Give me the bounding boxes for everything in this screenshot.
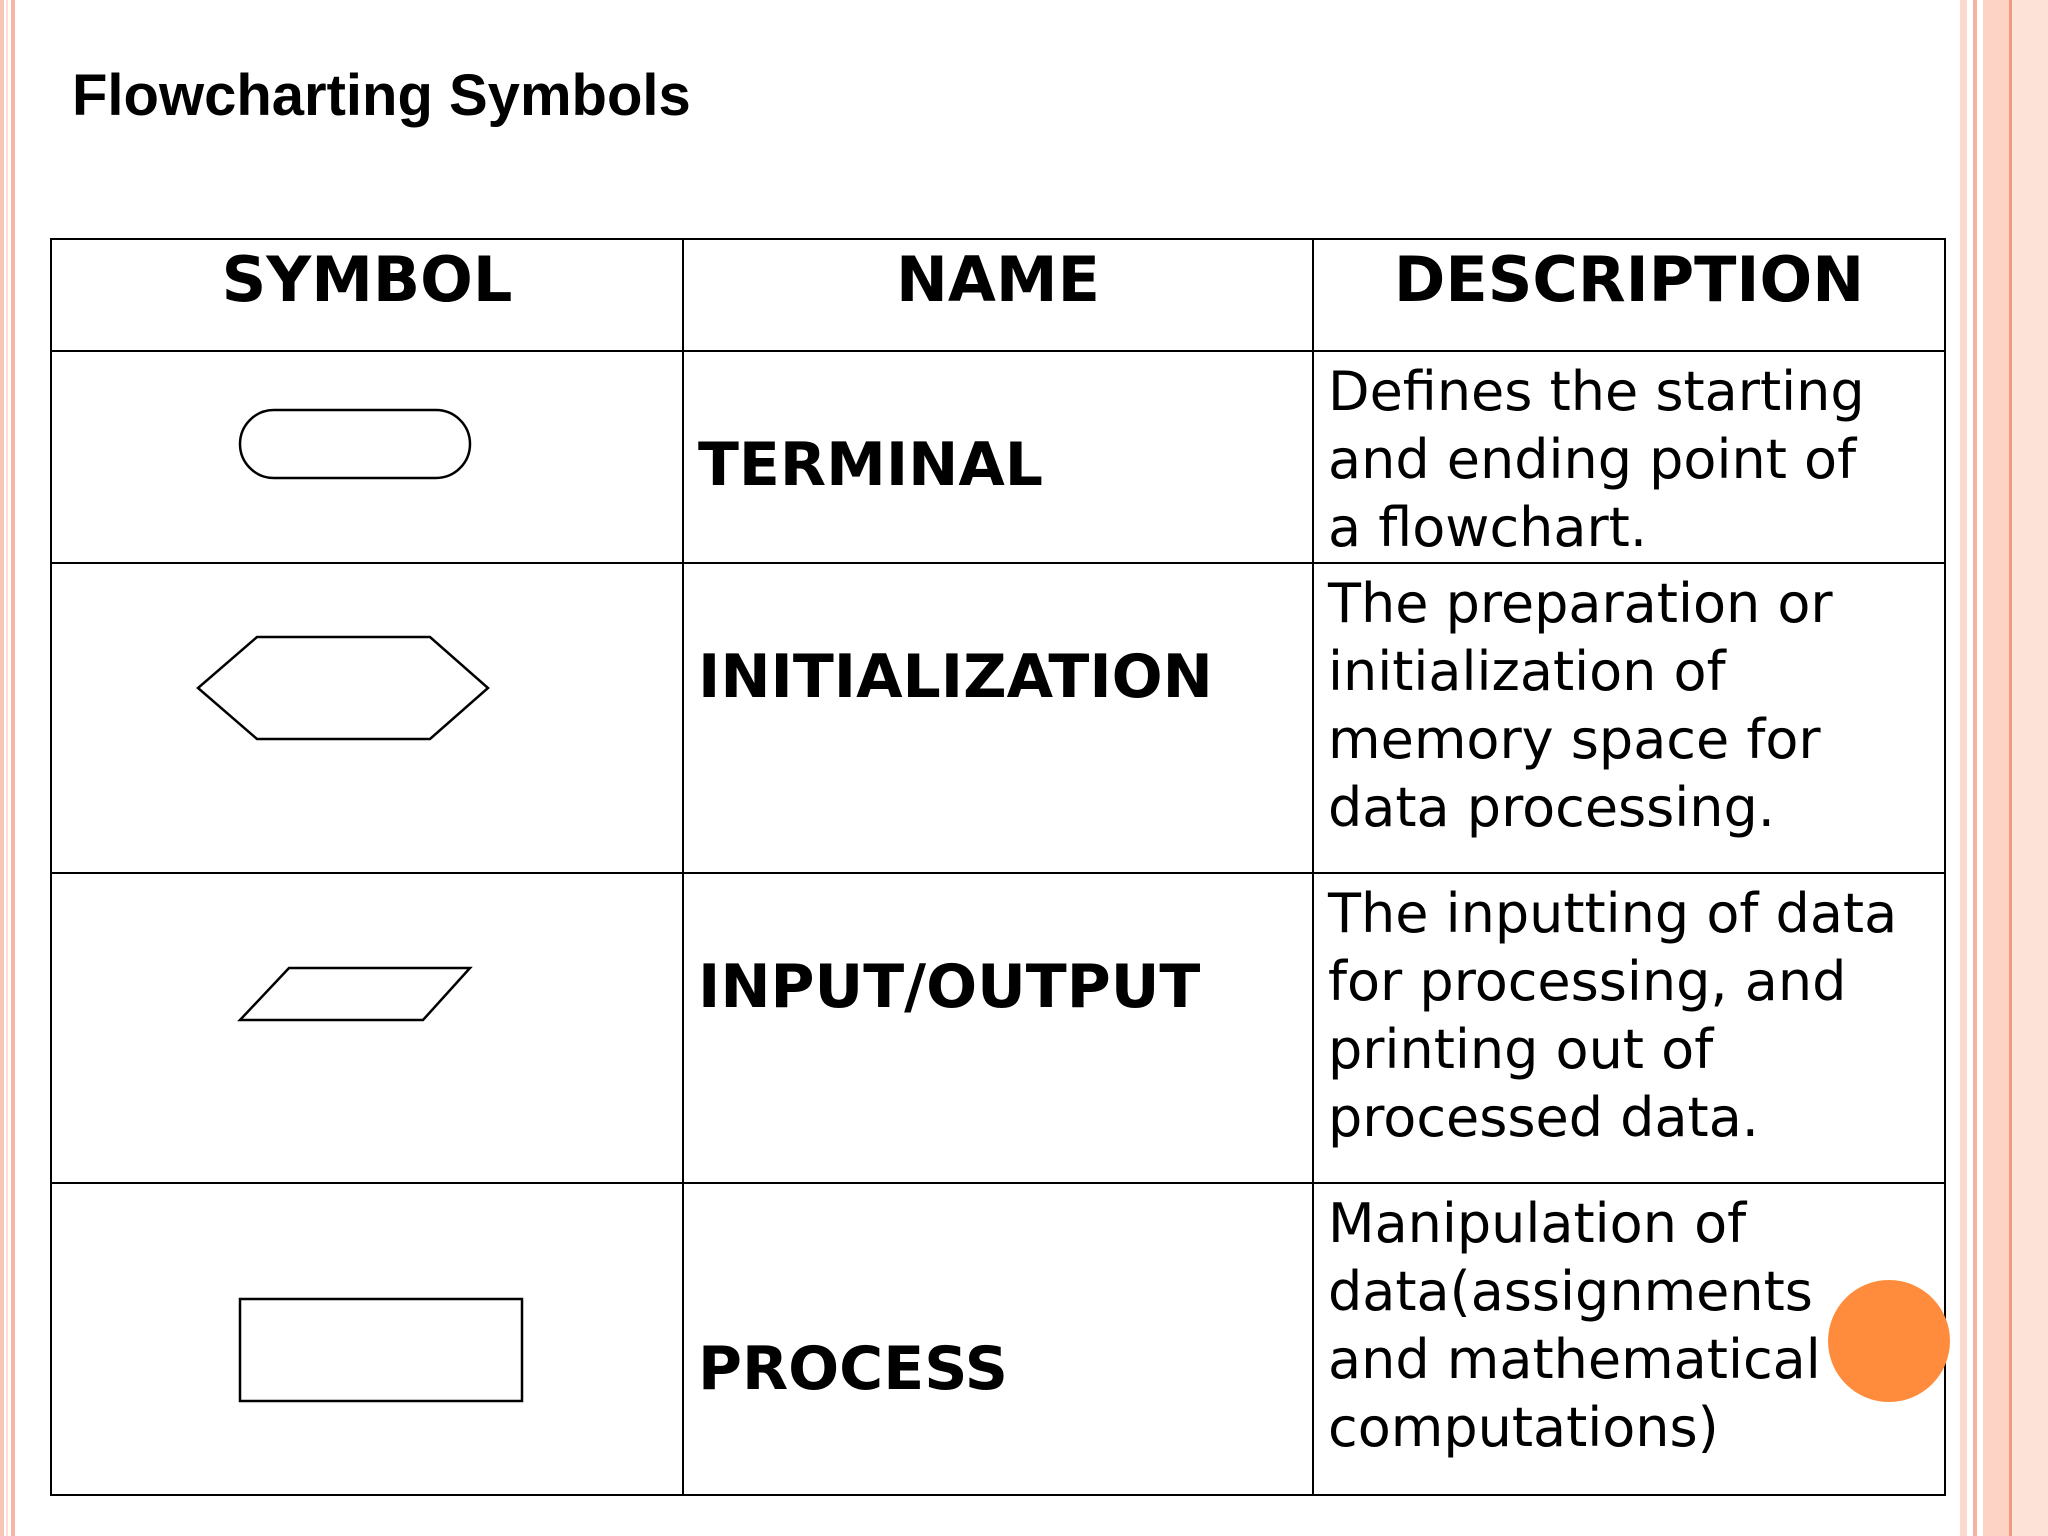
header-description-label: DESCRIPTION bbox=[1393, 243, 1865, 316]
symbol-name: PROCESS bbox=[698, 1334, 1008, 1404]
right-decorative-stripe bbox=[2012, 0, 2048, 1536]
table-row bbox=[51, 873, 1945, 1183]
header-name bbox=[683, 239, 1313, 351]
table-header-row bbox=[51, 239, 1945, 351]
name-cell bbox=[683, 873, 1313, 1183]
description-cell bbox=[1313, 563, 1945, 873]
symbol-cell bbox=[51, 563, 683, 873]
right-decorative-stripe bbox=[1983, 0, 2009, 1536]
name-cell bbox=[683, 351, 1313, 563]
name-cell bbox=[683, 1183, 1313, 1495]
description-line: Defines the starting bbox=[1328, 360, 1865, 423]
terminal-rounded-rectangle-icon bbox=[52, 352, 684, 555]
initialization-hexagon-icon bbox=[52, 564, 684, 866]
right-decorative-stripe bbox=[1960, 0, 1967, 1536]
right-decorative-stripe bbox=[1973, 0, 1977, 1536]
description-line: data(assignments bbox=[1328, 1260, 1813, 1323]
symbol-name: TERMINAL bbox=[698, 430, 1044, 500]
header-name-label: NAME bbox=[896, 243, 1100, 316]
symbol-cell bbox=[51, 351, 683, 563]
symbol-cell bbox=[51, 873, 683, 1183]
left-decorative-stripe bbox=[11, 0, 15, 1536]
slide-title: Flowcharting Symbols bbox=[72, 63, 691, 128]
description-cell bbox=[1313, 873, 1945, 1183]
left-decorative-stripe bbox=[0, 0, 4, 1536]
description-line: Manipulation of bbox=[1328, 1192, 1747, 1255]
description-line: data processing. bbox=[1328, 776, 1775, 839]
description-cell bbox=[1313, 351, 1945, 563]
description-line: and ending point of bbox=[1328, 428, 1857, 491]
left-decorative-stripe bbox=[6, 0, 8, 1536]
table-row bbox=[51, 351, 1945, 563]
table-row bbox=[51, 563, 1945, 873]
header-symbol bbox=[51, 239, 683, 351]
description-line: The preparation or bbox=[1328, 572, 1833, 635]
description-line: The inputting of data bbox=[1328, 882, 1898, 945]
description-line: initialization of bbox=[1328, 640, 1726, 703]
symbol-name: INPUT/OUTPUT bbox=[698, 952, 1201, 1022]
symbols-table bbox=[50, 238, 1946, 1496]
header-symbol-label: SYMBOL bbox=[221, 243, 513, 316]
header-description bbox=[1313, 239, 1945, 351]
symbol-cell bbox=[51, 1183, 683, 1495]
table-row bbox=[51, 1183, 1945, 1495]
input-output-parallelogram-icon bbox=[52, 874, 684, 1176]
orange-circle-decoration bbox=[1828, 1280, 1950, 1402]
name-cell bbox=[683, 563, 1313, 873]
symbol-name: INITIALIZATION bbox=[698, 642, 1213, 712]
description-line: computations) bbox=[1328, 1396, 1719, 1459]
description-line: for processing, and bbox=[1328, 950, 1847, 1013]
process-rectangle-icon bbox=[52, 1184, 684, 1488]
description-line: and mathematical bbox=[1328, 1328, 1821, 1391]
description-line: processed data. bbox=[1328, 1086, 1759, 1149]
description-line: memory space for bbox=[1328, 708, 1821, 771]
description-line: printing out of bbox=[1328, 1018, 1714, 1081]
description-line: a flowchart. bbox=[1328, 496, 1648, 559]
